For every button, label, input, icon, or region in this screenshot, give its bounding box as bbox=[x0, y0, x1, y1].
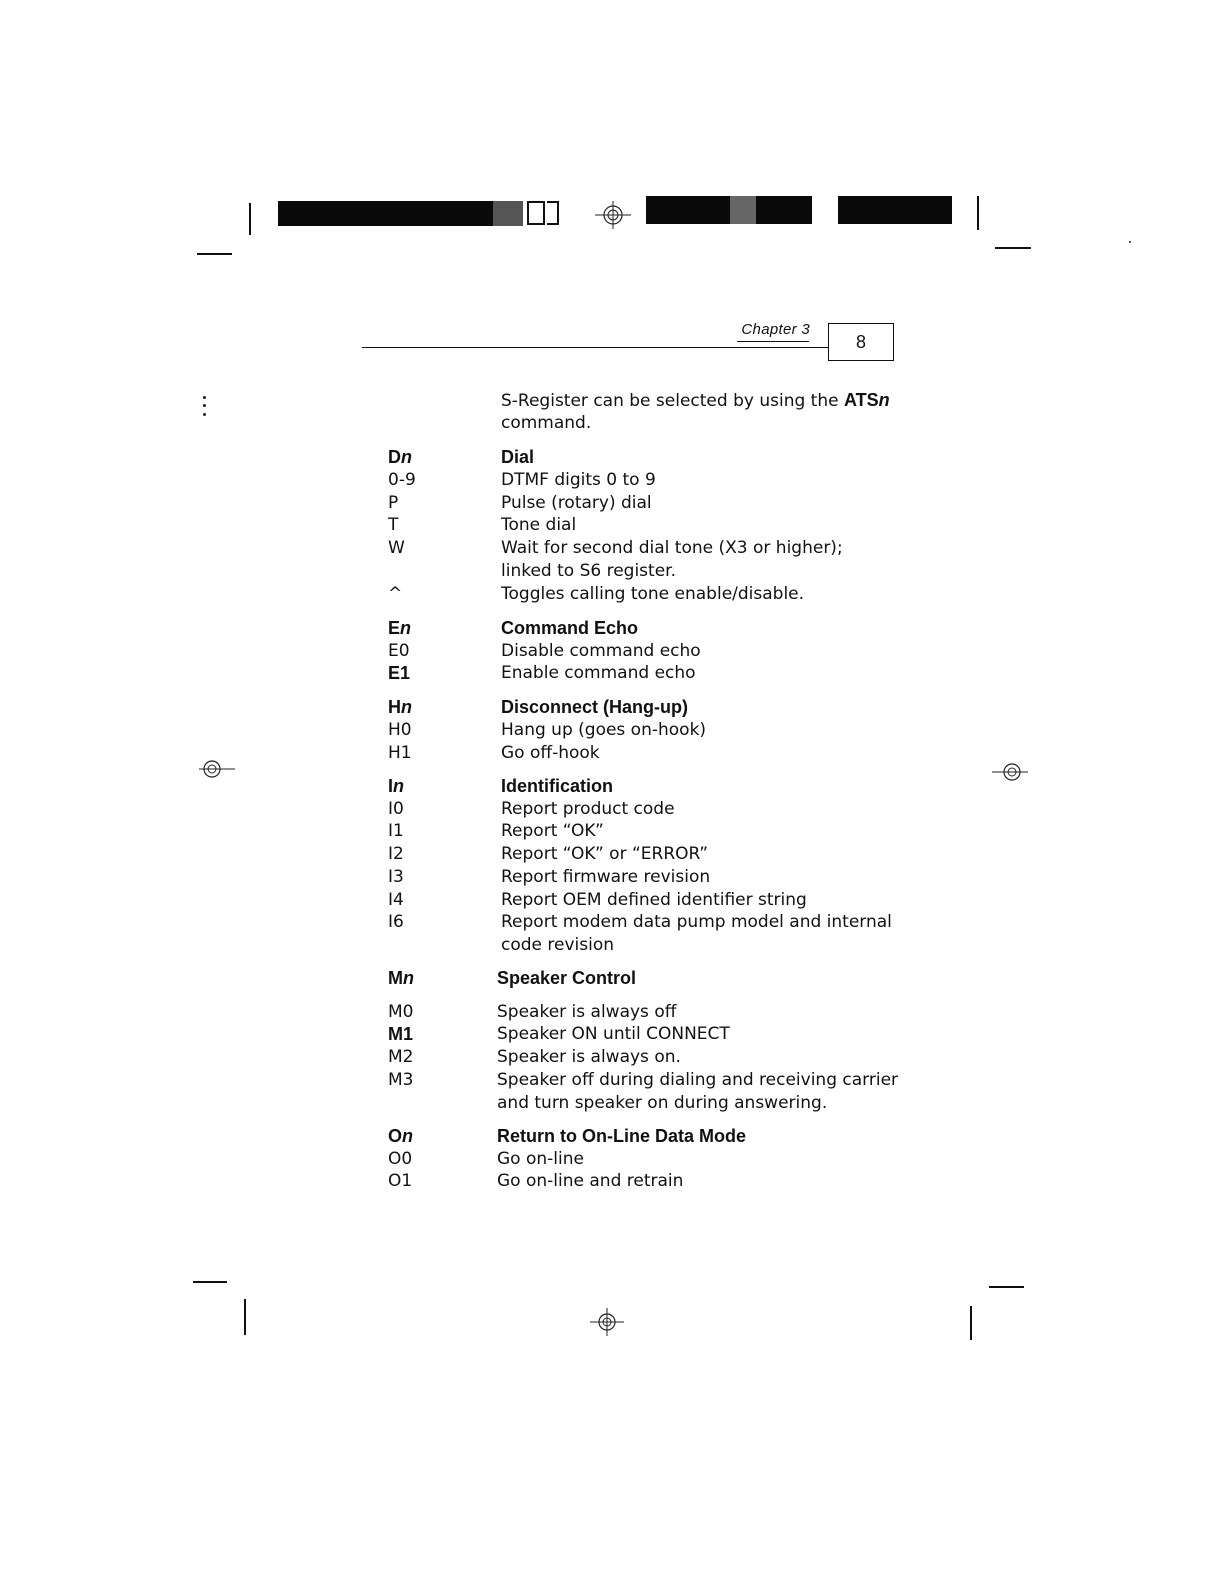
intro-command: ATSn bbox=[843, 390, 890, 410]
option-desc: Wait for second dial tone (X3 or higher); bbox=[501, 538, 843, 558]
option-code: P bbox=[388, 493, 399, 513]
list-item bbox=[0, 889, 1221, 912]
list-item bbox=[0, 537, 1221, 560]
option-code: M3 bbox=[388, 1070, 414, 1090]
color-bar bbox=[730, 196, 756, 224]
list-item bbox=[0, 469, 1221, 492]
list-item bbox=[0, 820, 1221, 843]
color-bar bbox=[547, 201, 559, 225]
crop-mark bbox=[244, 1299, 246, 1335]
list-item-continued bbox=[0, 1092, 1221, 1115]
option-code: H1 bbox=[388, 743, 412, 763]
option-code: M0 bbox=[388, 1002, 414, 1022]
list-item bbox=[0, 866, 1221, 889]
section-title: Return to On-Line Data Mode bbox=[497, 1126, 746, 1146]
registration-target-icon bbox=[595, 201, 631, 229]
option-desc: Go on-line bbox=[497, 1149, 584, 1169]
option-desc: Hang up (goes on-hook) bbox=[501, 720, 707, 740]
section-title: Identification bbox=[501, 776, 613, 796]
option-desc: Speaker is always off bbox=[497, 1002, 677, 1022]
list-item bbox=[0, 1069, 1221, 1092]
list-item bbox=[0, 1148, 1221, 1171]
option-desc: Report OEM defined identifier string bbox=[501, 890, 807, 910]
section-header-dial bbox=[0, 446, 1221, 469]
section-header-hangup bbox=[0, 696, 1221, 719]
option-desc: Report modem data pump model and internal bbox=[501, 912, 892, 932]
section-title: Disconnect (Hang-up) bbox=[501, 697, 688, 717]
command-code: Dn bbox=[388, 447, 412, 467]
intro-text: command. bbox=[501, 413, 592, 433]
option-desc: Enable command echo bbox=[501, 663, 696, 683]
section-header-identification bbox=[0, 775, 1221, 798]
option-code: I1 bbox=[388, 821, 404, 841]
color-bar bbox=[756, 196, 812, 224]
command-code: Mn bbox=[388, 968, 414, 988]
chapter-underline bbox=[737, 341, 809, 342]
crop-mark bbox=[977, 196, 979, 230]
crop-mark bbox=[193, 1281, 227, 1283]
command-code: En bbox=[388, 618, 412, 638]
option-desc: linked to S6 register. bbox=[501, 561, 676, 581]
section-header-online bbox=[0, 1125, 1221, 1148]
color-bar bbox=[646, 196, 730, 224]
option-code: O0 bbox=[388, 1149, 413, 1169]
option-code: ^ bbox=[388, 584, 403, 604]
chapter-label: Chapter 3 bbox=[741, 321, 810, 338]
option-desc: Toggles calling tone enable/disable. bbox=[501, 584, 805, 604]
crop-mark bbox=[249, 203, 251, 235]
option-desc: Pulse (rotary) dial bbox=[501, 493, 652, 513]
option-code: E0 bbox=[388, 641, 410, 661]
header-rule bbox=[362, 347, 828, 348]
list-item bbox=[0, 843, 1221, 866]
option-code: I4 bbox=[388, 890, 404, 910]
option-code: 0-9 bbox=[388, 470, 416, 490]
section-header-echo bbox=[0, 617, 1221, 640]
section-title: Command Echo bbox=[501, 618, 639, 638]
list-item-continued bbox=[0, 560, 1221, 583]
option-code: M1 bbox=[388, 1024, 414, 1044]
crop-mark bbox=[197, 253, 232, 255]
option-desc: DTMF digits 0 to 9 bbox=[501, 470, 656, 490]
list-item bbox=[0, 719, 1221, 742]
list-item bbox=[0, 492, 1221, 515]
list-item-default bbox=[0, 1023, 1221, 1046]
option-desc: Report “OK” bbox=[501, 821, 604, 841]
registration-target-icon bbox=[590, 1308, 624, 1336]
option-code: I3 bbox=[388, 867, 404, 887]
list-item bbox=[0, 1001, 1221, 1024]
option-code: I6 bbox=[388, 912, 404, 932]
list-item bbox=[0, 1170, 1221, 1193]
section-title: Speaker Control bbox=[497, 968, 637, 988]
option-code: O1 bbox=[388, 1171, 413, 1191]
list-item bbox=[0, 640, 1221, 663]
section-header-speaker bbox=[0, 967, 1221, 990]
option-desc: Speaker off during dialing and receiving carrier bbox=[497, 1070, 899, 1090]
option-desc: Go off-hook bbox=[501, 743, 600, 763]
option-desc: code revision bbox=[501, 935, 615, 955]
option-desc: Disable command echo bbox=[501, 641, 701, 661]
list-item-continued bbox=[0, 934, 1221, 957]
option-code: M2 bbox=[388, 1047, 414, 1067]
option-desc: Report “OK” or “ERROR” bbox=[501, 844, 709, 864]
list-item bbox=[0, 911, 1221, 934]
option-desc: and turn speaker on during answering. bbox=[497, 1093, 828, 1113]
color-bar bbox=[838, 196, 952, 224]
color-bar bbox=[493, 201, 523, 226]
option-code: I0 bbox=[388, 799, 404, 819]
option-desc: Report product code bbox=[501, 799, 675, 819]
list-item bbox=[0, 798, 1221, 821]
color-bar bbox=[278, 201, 493, 226]
crop-mark bbox=[970, 1306, 972, 1340]
intro-line bbox=[0, 389, 1221, 412]
crop-mark bbox=[995, 247, 1031, 249]
section-title: Dial bbox=[501, 447, 535, 467]
option-code: I2 bbox=[388, 844, 404, 864]
option-desc: Speaker is always on. bbox=[497, 1047, 681, 1067]
list-item bbox=[0, 583, 1221, 606]
option-desc: Report firmware revision bbox=[501, 867, 711, 887]
option-code: T bbox=[388, 515, 399, 535]
option-desc: Go on-line and retrain bbox=[497, 1171, 684, 1191]
crop-mark bbox=[989, 1286, 1024, 1288]
option-code: H0 bbox=[388, 720, 412, 740]
command-code: On bbox=[388, 1126, 414, 1146]
list-item-default bbox=[0, 662, 1221, 685]
speck bbox=[1129, 241, 1131, 243]
intro-text: S-Register can be selected by using the bbox=[501, 391, 844, 411]
option-code: W bbox=[388, 538, 405, 558]
option-code: E1 bbox=[388, 663, 411, 683]
intro-line bbox=[0, 412, 1221, 435]
color-bar bbox=[527, 201, 545, 225]
command-code: In bbox=[388, 776, 405, 796]
command-code: Hn bbox=[388, 697, 412, 717]
page-number: 8 bbox=[828, 323, 894, 361]
option-desc: Tone dial bbox=[501, 515, 577, 535]
list-item bbox=[0, 514, 1221, 537]
list-item bbox=[0, 1046, 1221, 1069]
option-desc: Speaker ON until CONNECT bbox=[497, 1024, 730, 1044]
list-item bbox=[0, 742, 1221, 765]
